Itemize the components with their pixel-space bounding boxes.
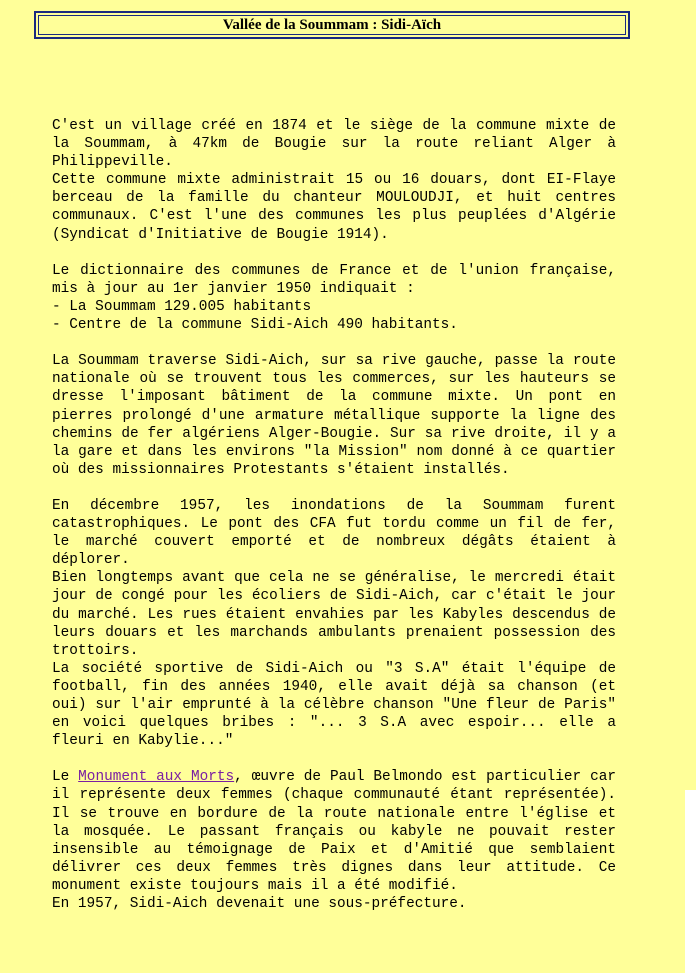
paragraph-soummam-river: La Soummam traverse Sidi-Aich, sur sa rive gauche, passe la route nationale où se trouvent tous les commerces, sur les hauteurs se dresse l'imposant bâtiment de la commune mixte. Un pont en pierres prolongé d'une armature métallique supporte la ligne des chemins de fer algériens Alger-Bougie. Sur sa rive droite, il y a la gare et dans les environs "la Mission" nom donné à ce quartier où des missionnaires Protestants s'étaient installés. bbox=[52, 353, 616, 478]
paragraph-block-4 bbox=[52, 497, 616, 750]
title-box bbox=[34, 11, 630, 39]
paragraph-block-1 bbox=[52, 117, 616, 244]
paragraph-block-2 bbox=[52, 262, 616, 334]
paragraph-sous-prefecture: En 1957, Sidi-Aich devenait une sous-préfecture. bbox=[52, 896, 467, 913]
paragraph-block-3 bbox=[52, 352, 616, 479]
monument-aux-morts-link[interactable]: Monument aux Morts bbox=[78, 769, 235, 786]
paragraph-monument bbox=[52, 768, 616, 895]
paragraph-commune-mixte: Cette commune mixte administrait 15 ou 16 douars, dont EI-Flaye berceau de la famille du chanteur MOULOUDJI, et huit centres communaux. C'est l'une des communes les plus peuplées d'Algérie (Syndicat d'Initiative de Bougie 1914). bbox=[52, 172, 616, 243]
paragraph-inondations: En décembre 1957, les inondations de la Soummam furent catastrophiques. Le pont des CFA fut tordu comme un fil de fer, le marché couvert emporté et de nombreux dégâts étaient à déplorer. bbox=[52, 497, 616, 569]
title-inner-frame bbox=[38, 15, 626, 35]
monument-prefix: Le bbox=[52, 769, 79, 786]
monument-text: , œuvre de Paul Belmondo est particulier car il représente deux femmes (chaque communauté étant représentée). Il se trouve en bordure de la route nationale entre l'église et la mosquée. Le passant français ou kabyle ne pouvait rester insensible au témoignage de Paix et d'Amitié que semblaient délivrer ces deux femmes très dignes dans leur attitude. Ce monument existe toujours mais il a été modifié. bbox=[52, 769, 616, 894]
page-edge-strip bbox=[685, 790, 696, 973]
paragraph-village-intro: C'est un village créé en 1874 et le siège de la commune mixte de la Soummam, à 47km de Bougie sur la route reliant Alger à Philippeville. bbox=[52, 118, 616, 171]
paragraph-societe-sportive: La société sportive de Sidi-Aich ou "3 S.A" était l'équipe de football, fin des années 1940, elle avait déjà sa chanson (et oui) sur l'air emprunté à la célèbre chanson "Une fleur de Paris" en voici quelques bribes : "... 3 S.A avec espoir... elle a fleuri en Kabylie..." bbox=[52, 660, 616, 750]
list-item-soummam-population: - La Soummam 129.005 habitants bbox=[52, 298, 312, 315]
paragraph-mercredi-marche: Bien longtemps avant que cela ne se généralise, le mercredi était jour de congé pour les écoliers de Sidi-Aich, car c'était le jour du marché. Les rues étaient envahies par les Kabyles descendus de leurs douars et les marchands ambulants prenaient possession des trottoirs. bbox=[52, 570, 616, 659]
paragraph-block-5 bbox=[52, 768, 616, 913]
page-title: Vallée de la Soummam : Sidi-Aïch bbox=[222, 16, 442, 33]
list-item-centre-population: - Centre de la commune Sidi-Aich 490 habitants. bbox=[52, 317, 458, 334]
article-body bbox=[52, 117, 616, 913]
paragraph-dictionnaire: Le dictionnaire des communes de France et de l'union française, mis à jour au 1er janvier 1950 indiquait : bbox=[52, 262, 616, 297]
